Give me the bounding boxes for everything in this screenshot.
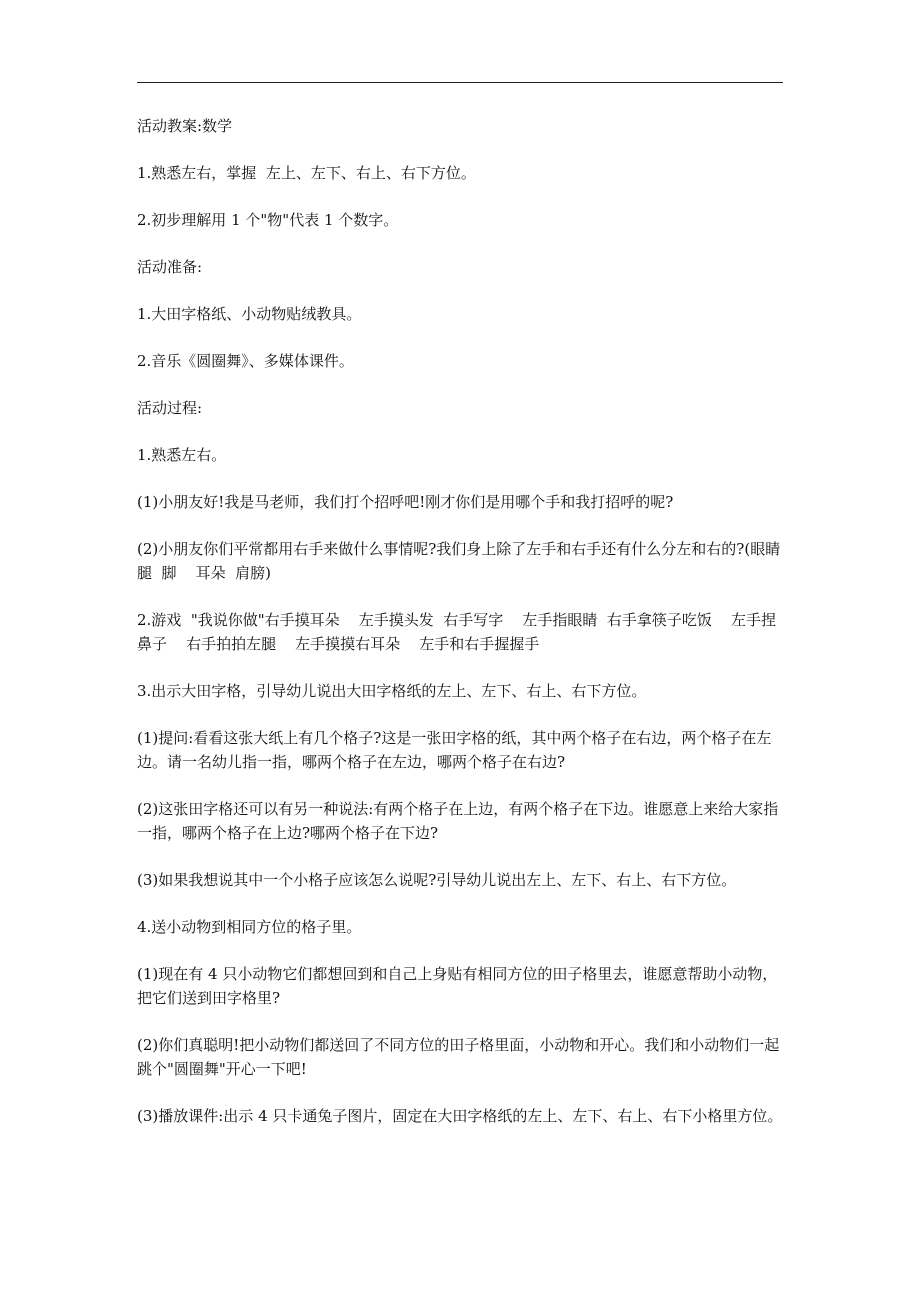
paragraph: 2.游戏 "我说你做"右手摸耳朵 左手摸头发 右手写字 左手指眼睛 右手拿筷子吃饭 左手捏鼻子 右手拍拍左腿 左手摸摸右耳朵 左手和右手握握手 [137, 611, 776, 653]
paragraph: (1)提问:看看这张大纸上有几个格子?这是一张田字格的纸，其中两个格子在右边，两个格子在左边。请一名幼儿指一指，哪两个格子在左边，哪两个格子在右边? [137, 729, 772, 771]
paragraph: (3)如果我想说其中一个小格子应该怎么说呢?引导幼儿说出左上、左下、右上、右下方位。 [137, 871, 737, 889]
paragraph: (1)现在有 4 只小动物它们都想回到和自己上身贴有相同方位的田子格里去，谁愿意帮助小动物，把它们送到田字格里? [137, 965, 778, 1007]
paragraph: 1.大田字格纸、小动物贴绒教具。 [137, 305, 362, 323]
document-body [137, 114, 800, 1151]
paragraph: (2)你们真聪明!把小动物们都送回了不同方位的田子格里面，小动物和开心。我们和小动物们一起跳个"圆圈舞"开心一下吧! [137, 1036, 780, 1078]
paragraph: 2.初步理解用 1 个"物"代表 1 个数字。 [137, 211, 399, 229]
paragraph: 2.音乐《圆圈舞》、多媒体课件。 [137, 352, 354, 370]
paragraph: 4.送小动物到相同方位的格子里。 [137, 918, 362, 936]
document-title: 活动教案:数学 [137, 117, 233, 135]
paragraph: 1.熟悉左右。 [137, 446, 227, 464]
header-rule [137, 82, 783, 83]
section-heading: 活动准备: [137, 258, 203, 276]
paragraph: 3.出示大田字格，引导幼儿说出大田字格纸的左上、左下、右上、右下方位。 [137, 682, 647, 700]
paragraph: (1)小朋友好!我是马老师，我们打个招呼吧!刚才你们是用哪个手和我打招呼的呢? [137, 493, 674, 511]
paragraph: 1.熟悉左右，掌握 左上、左下、右上、右下方位。 [137, 164, 476, 182]
paragraph: (2)这张田字格还可以有另一种说法:有两个格子在上边，有两个格子在下边。谁愿意上来给大家指一指，哪两个格子在上边?哪两个格子在下边? [137, 800, 779, 842]
paragraph: (3)播放课件:出示 4 只卡通兔子图片，固定在大田字格纸的左上、左下、右上、右下小格里方位。 [137, 1107, 783, 1125]
section-heading: 活动过程: [137, 399, 203, 417]
paragraph: (2)小朋友你们平常都用右手来做什么事情呢?我们身上除了左手和右手还有什么分左和右的?(眼睛 腿 脚 耳朵 肩膀) [137, 540, 800, 582]
